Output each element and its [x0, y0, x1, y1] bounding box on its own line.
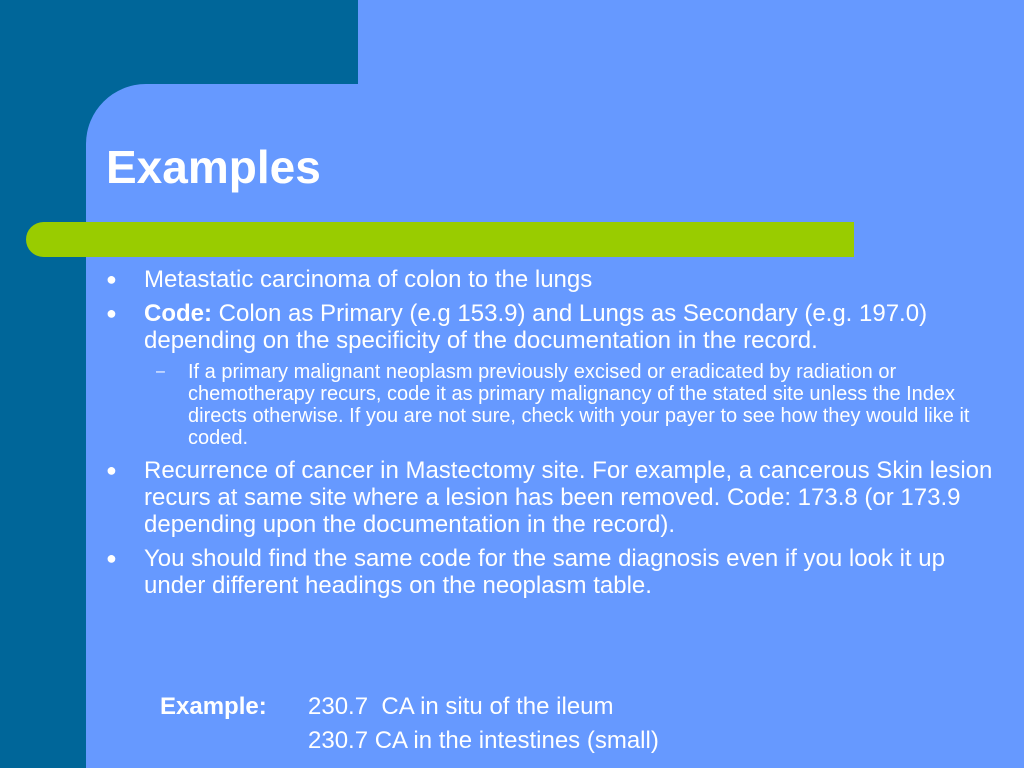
bullet-dot-icon: ● [106, 460, 117, 480]
left-dark-strip [0, 0, 86, 768]
bullet-bold-prefix: Code: [144, 300, 212, 327]
slide-body [106, 266, 1011, 606]
example-label: Example: [160, 693, 267, 720]
bullet-item [106, 266, 1011, 293]
bullet-dot-icon: ● [106, 269, 117, 289]
bullet-text: Recurrence of cancer in Mastectomy site. For example, a cancerous Skin lesion recurs at same site where a lesion has been removed. Code: 173.8 (or 173.9 depending upon the documentation in the record). [144, 457, 993, 538]
example-label-spacer [160, 724, 308, 758]
example-block [160, 690, 659, 758]
sub-bullet-item [106, 361, 1011, 449]
dash-bullet-icon: – [156, 363, 165, 380]
bullet-text: Metastatic carcinoma of colon to the lungs [144, 266, 593, 293]
bullet-item [106, 300, 1011, 354]
example-line-1: 230.7 CA in situ of the ileum [308, 693, 614, 720]
example-row [160, 690, 659, 724]
bullet-text: Colon as Primary (e.g 153.9) and Lungs as Secondary (e.g. 197.0) depending on the specificity of the documentation in the record. [144, 300, 928, 354]
slide-title: Examples [106, 141, 321, 193]
sub-bullet-text: If a primary malignant neoplasm previously excised or eradicated by radiation or chemotherapy recurs, code it as primary malignancy of the stated site unless the Index directs otherwise. If you are not sure, check with your payer to see how they would like it coded. [188, 361, 970, 449]
example-line-2: 230.7 CA in the intestines (small) [308, 727, 659, 754]
bullet-item [106, 457, 1011, 538]
title-underline-bar [26, 222, 854, 257]
bullet-dot-icon: ● [106, 303, 117, 323]
bullet-dot-icon: ● [106, 548, 117, 568]
bullet-text: You should find the same code for the same diagnosis even if you look it up under different headings on the neoplasm table. [144, 545, 945, 599]
example-row [160, 724, 659, 758]
bullet-item [106, 545, 1011, 599]
